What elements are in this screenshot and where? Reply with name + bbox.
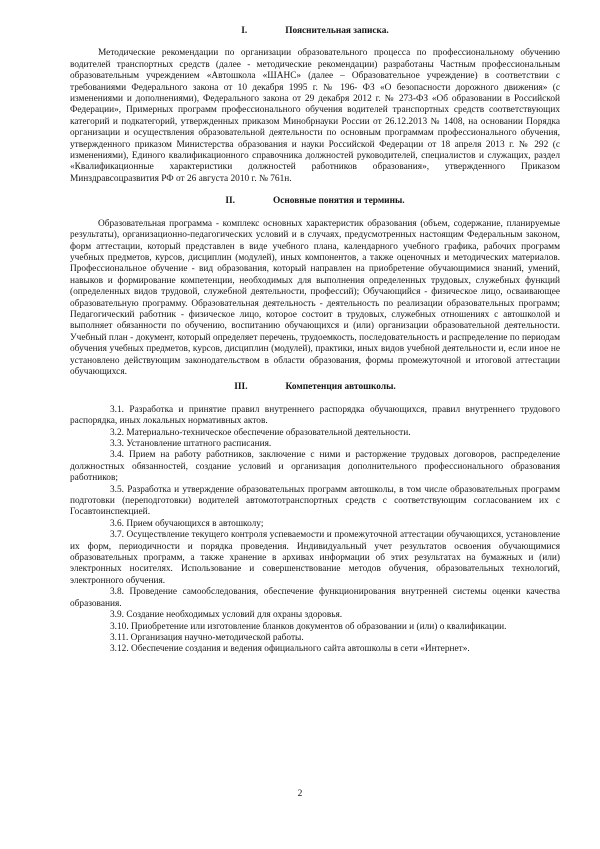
competence-item: 3.4. Прием на работу работников, заключение с ними и расторжение трудовых договоров, распределение должностных обязанностей, создание условий и организация дополнительного профессионального образования работников; bbox=[70, 450, 560, 484]
competence-item: 3.6. Прием обучающихся в автошколу; bbox=[110, 518, 264, 529]
section-heading bbox=[70, 26, 560, 37]
competence-item: 3.5. Разработка и утверждение образовательных программ автошколы, в том числе образовательных программ подготовки (переподготовки) водителей автомототранспортных средств с соответствующим согласованием их с Госавтоинспекцией. bbox=[70, 484, 560, 518]
section-number: III. bbox=[234, 382, 248, 393]
section-title: Компетенция автошколы. bbox=[285, 382, 396, 393]
competence-item: 3.2. Материально-техническое обеспечение образовательной деятельности. bbox=[110, 427, 411, 438]
section-paragraph: Методические рекомендации по организации образовательного процесса по профессиональному обучению водителей транспортных средств (далее - методические рекомендации) разработаны Частным профессиональным образовательным учреждением «Автошкола «ШАНС» (далее – Образовательное учреждение) в соответствии с требованиями Федерального закона от 10 декабря 1995 г. № 196- ФЗ «О безопасности дорожного движения» (с изменениями и дополнениями), Федерального закона от 29 декабря 2012 г. № 273-ФЗ «Об образовании в Российской Федерации», Примерных программ профессионального обучения водителей транспортных средств соответствующих категорий и подкатегорий, утвержденных приказом Минобрнауки России от 26.12.2013 № 1408, на основании Порядка организации и осуществления образовательной деятельности по основным программам профессионального обучения, утвержденного приказом Министерства образования и науки Российской Федерации от 18 апреля 2013 г. № 292 (с изменениями), Единого квалификационного справочника должностей руководителей, специалистов и служащих, раздел «Квалификационные характеристики должностей работников образования», утвержденного Приказом Минздравсоцразвития РФ от 26 августа 2010 г. № 761н. bbox=[70, 48, 560, 184]
section-basic-terms bbox=[70, 196, 560, 378]
section-number: I. bbox=[241, 26, 248, 36]
section-title: Основные понятия и термины. bbox=[273, 196, 405, 207]
competence-item: 3.7. Осуществление текущего контроля успеваемости и промежуточной аттестации обучающихся, установление их форм, периодичности и порядка проведения. Индивидуальный учет результатов освоения обучающимися образовательных программ, а также хранение в архивах информации об этих результатах на бумажных и (или) электронных носителях. Использование и совершенствование методов обучения, образовательных технологий, электронного обучения. bbox=[70, 530, 560, 586]
section-heading bbox=[70, 196, 560, 207]
competence-item: 3.9. Создание необходимых условий для охраны здоровья. bbox=[110, 610, 343, 621]
section-paragraph: Образовательная программа - комплекс основных характеристик образования (объем, содержание, планируемые результаты), организационно-педагогических условий и в случаях, предусмотренных настоящим Федеральным законом, форм аттестации, который представлен в виде учебного плана, календарного учебного графика, рабочих программ учебных предметов, курсов, дисциплин (модулей), иных компонентов, а также оценочных и методических материалов. Профессиональное обучение - вид образования, который направлен на приобретение обучающимися знаний, умений, навыков и формирование компетенции, необходимых для выполнения определенных трудовых, служебных функций (определенных видов трудовой, служебной деятельности, профессий); Обучающийся - физическое лицо, осваивающее образовательную программу. Образовательная деятельность - деятельность по реализации образовательных программ; Педагогический работник - физическое лицо, которое состоит в трудовых, служебных отношениях с автошколой и выполняет обязанности по обучению, воспитанию обучающихся и (или) организации образовательной деятельности. Учебный план - документ, который определяет перечень, трудоемкость, последовательность и распределение по периодам обучения учебных предметов, курсов, дисциплин (модулей), практики, иных видов учебной деятельности и, если иное не установлено действующим законодательством в области образования, формы промежуточной и итоговой аттестации обучающихся. bbox=[70, 218, 560, 377]
competence-item: 3.12. Обеспечение создания и ведения официального сайта автошколы в сети «Интернет». bbox=[110, 644, 470, 655]
competence-item: 3.10. Приобретение или изготовление бланков документов об образовании и (или) о квалификации. bbox=[110, 621, 507, 632]
page-number: 2 bbox=[297, 789, 303, 799]
section-explanatory-note bbox=[70, 26, 560, 185]
competence-item: 3.1. Разработка и принятие правил внутреннего распорядка обучающихся, правил внутреннего трудового распорядка, иных локальных нормативных актов. bbox=[70, 404, 560, 427]
section-title: Пояснительная записка. bbox=[285, 26, 389, 36]
competence-item: 3.11. Организация научно-методической работы. bbox=[110, 632, 304, 643]
section-number: II. bbox=[225, 196, 235, 207]
section-school-competence bbox=[70, 382, 560, 655]
competence-item: 3.3. Установление штатного расписания. bbox=[110, 439, 272, 449]
section-heading bbox=[70, 382, 560, 393]
competence-item: 3.8. Проведение самообследования, обеспечение функционирования внутренней системы оценки качества образования. bbox=[70, 587, 560, 609]
